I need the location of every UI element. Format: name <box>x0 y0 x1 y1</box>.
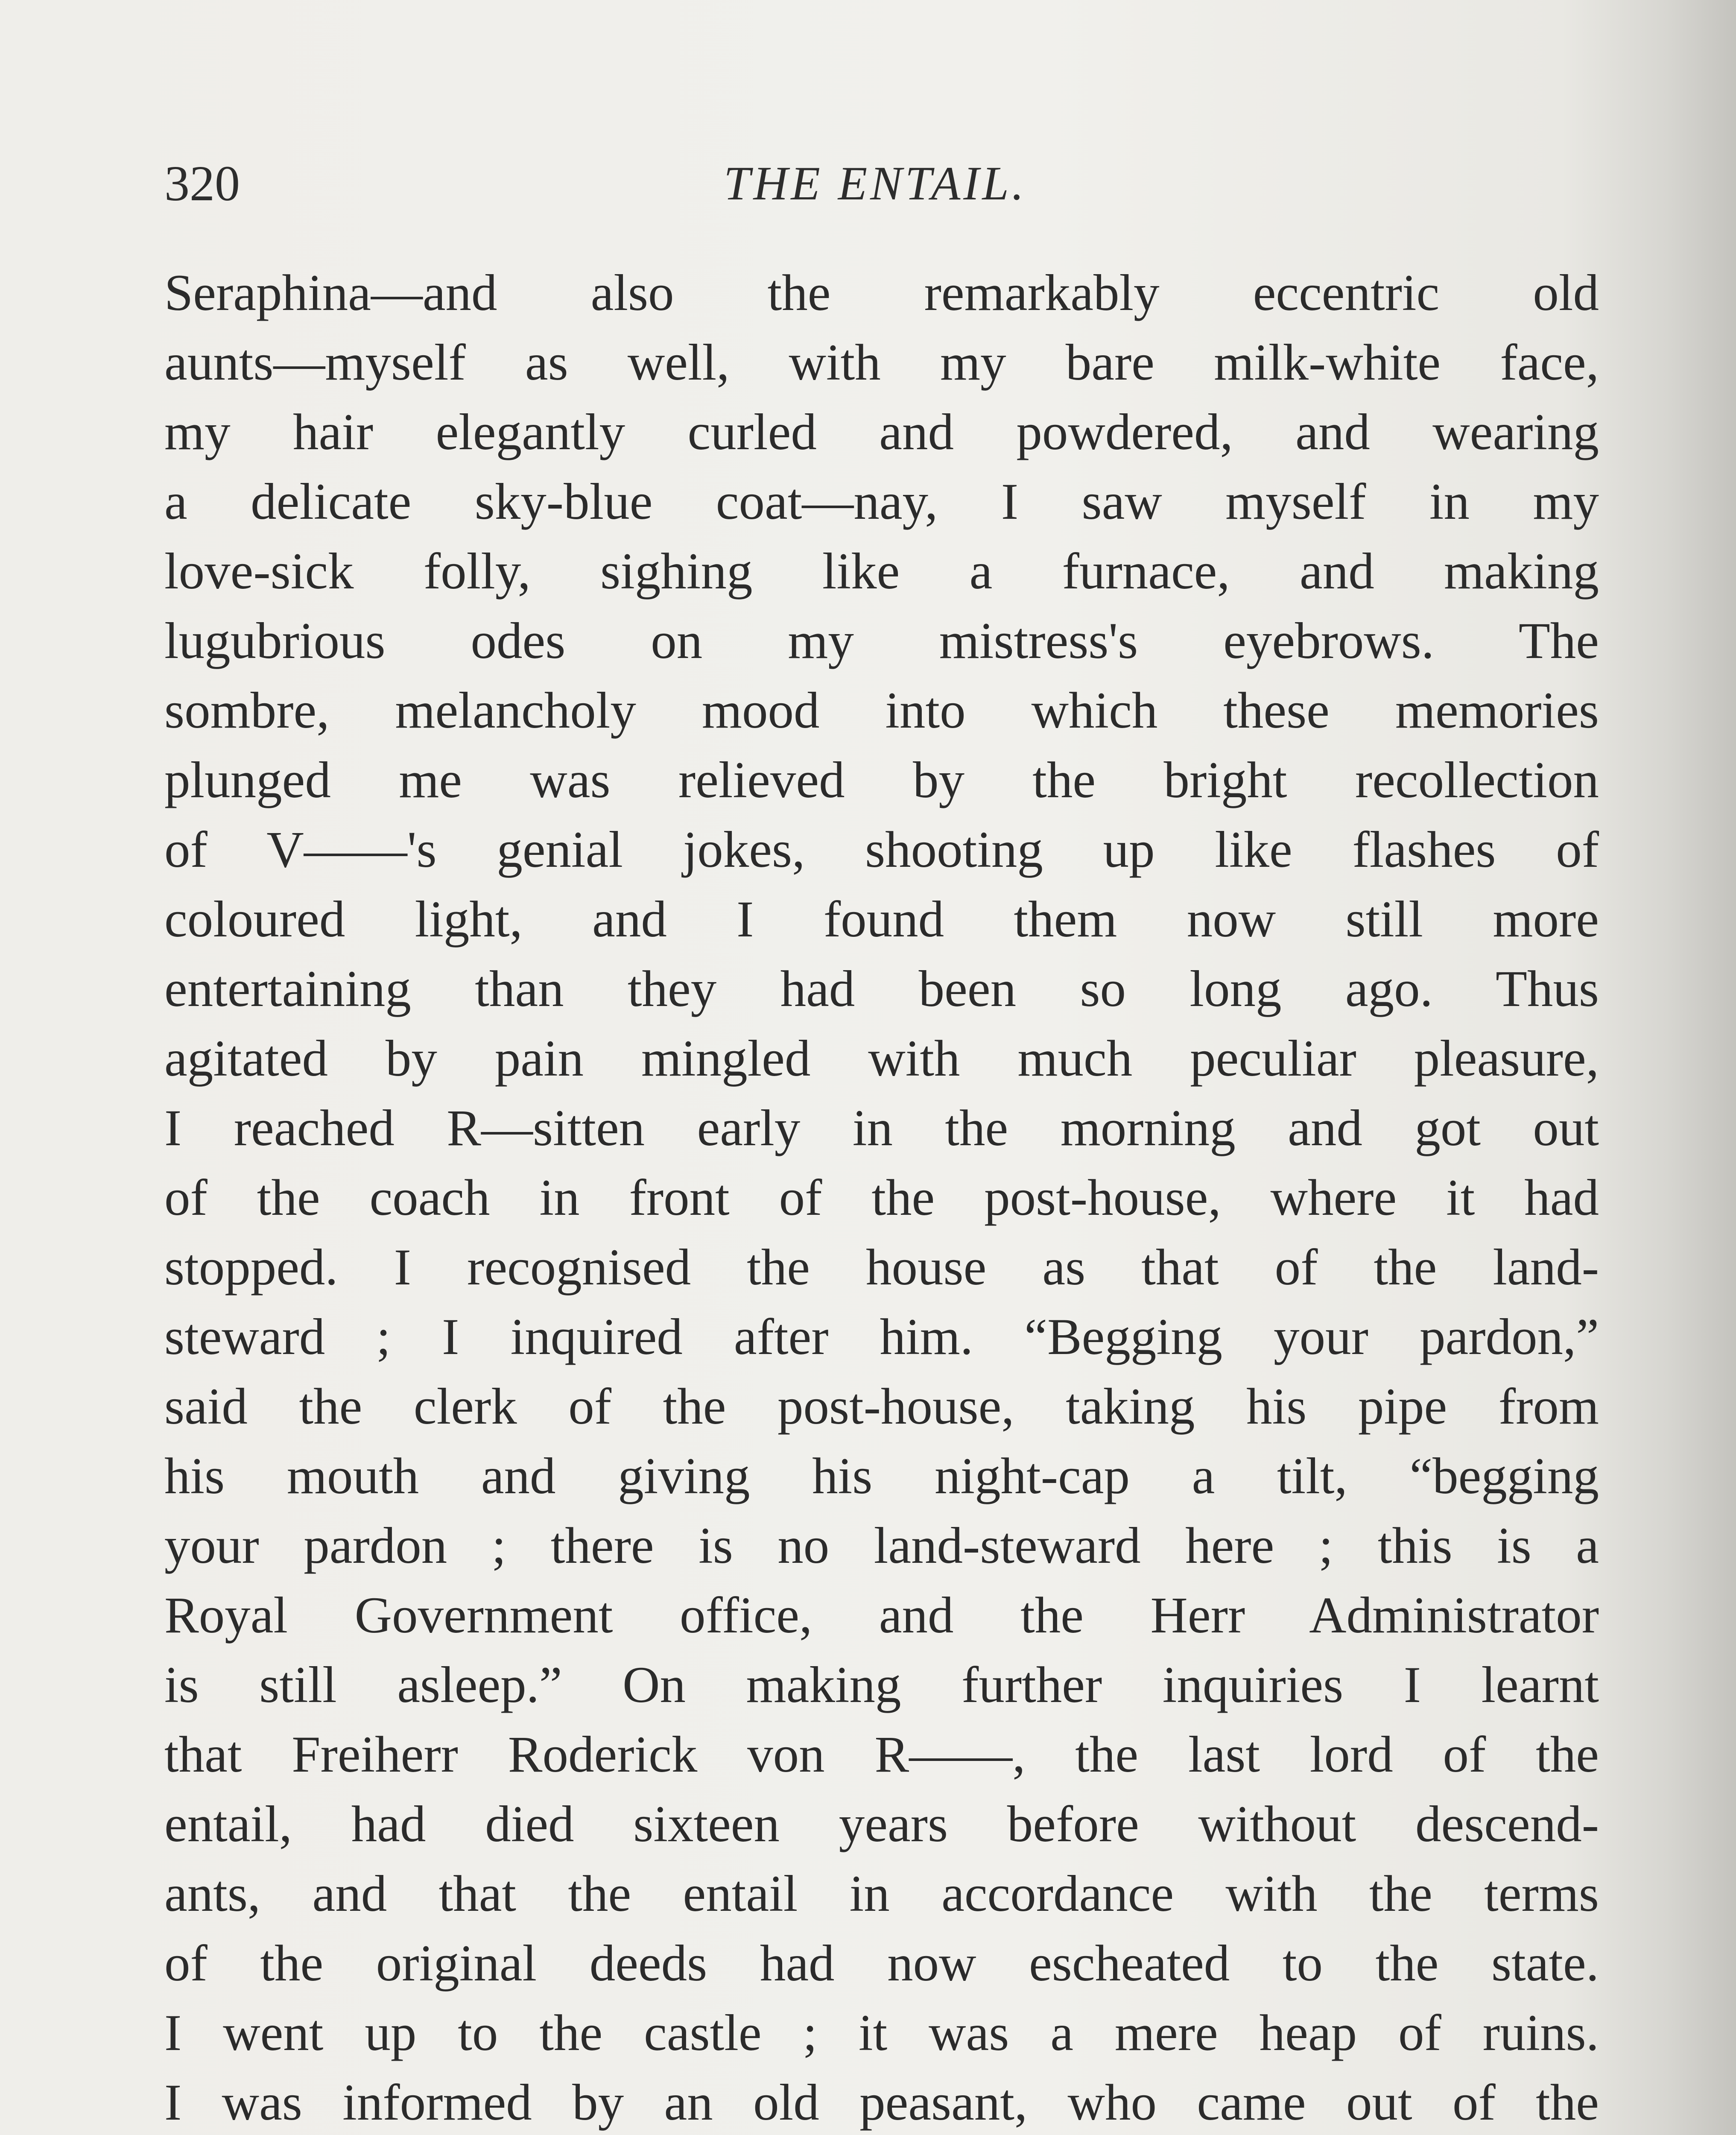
text-line: entail, had died sixteen years before without descend- <box>164 1796 1599 1853</box>
text-line: Royal Government office, and the Herr Administrator <box>164 1587 1599 1644</box>
text-line: I was informed by an old peasant, who came out of the <box>164 2074 1599 2131</box>
text-line: steward ; I inquired after him. “Begging your pardon,” <box>164 1308 1599 1366</box>
text-line: love-sick folly, sighing like a furnace, and making <box>164 543 1599 600</box>
text-line: sombre, melancholy mood into which these memories <box>164 682 1599 739</box>
text-line: entertaining than they had been so long ago. Thus <box>164 960 1599 1018</box>
text-line: his mouth and giving his night-cap a tilt, “begging <box>164 1448 1599 1505</box>
running-head: THE ENTAIL. <box>724 157 1027 210</box>
body-text <box>164 258 1599 2135</box>
text-line: I went up to the castle ; it was a mere heap of ruins. <box>164 2004 1599 2062</box>
text-line: said the clerk of the post-house, taking his pipe from <box>164 1378 1599 1435</box>
page-number: 320 <box>164 155 240 211</box>
text-line: stopped. I recognised the house as that of the land- <box>164 1239 1599 1296</box>
text-line: a delicate sky-blue coat—nay, I saw myself in my <box>164 473 1599 530</box>
text-line: that Freiherr Roderick von R——, the last lord of the <box>164 1726 1599 1783</box>
text-line: aunts—myself as well, with my bare milk-white face, <box>164 334 1599 391</box>
text-line: my hair elegantly curled and powdered, and wearing <box>164 404 1599 461</box>
text-line: of V——'s genial jokes, shooting up like flashes of <box>164 821 1599 878</box>
text-line: coloured light, and I found them now still more <box>164 891 1599 948</box>
text-line: lugubrious odes on my mistress's eyebrows. The <box>164 612 1599 670</box>
text-line: your pardon ; there is no land-steward here ; this is a <box>164 1517 1599 1574</box>
text-line: ants, and that the entail in accordance with the terms <box>164 1865 1599 1922</box>
text-line: plunged me was relieved by the bright recollection <box>164 752 1599 809</box>
page-header <box>164 152 1586 216</box>
text-line: Seraphina—and also the remarkably eccentric old <box>164 264 1599 322</box>
text-line: of the coach in front of the post-house, where it had <box>164 1169 1599 1226</box>
text-line: agitated by pain mingled with much peculiar pleasure, <box>164 1030 1599 1087</box>
text-line: is still asleep.” On making further inquiries I learnt <box>164 1656 1599 1714</box>
text-line: I reached R—sitten early in the morning and got out <box>164 1100 1599 1157</box>
text-line: of the original deeds had now escheated to the state. <box>164 1935 1599 1992</box>
